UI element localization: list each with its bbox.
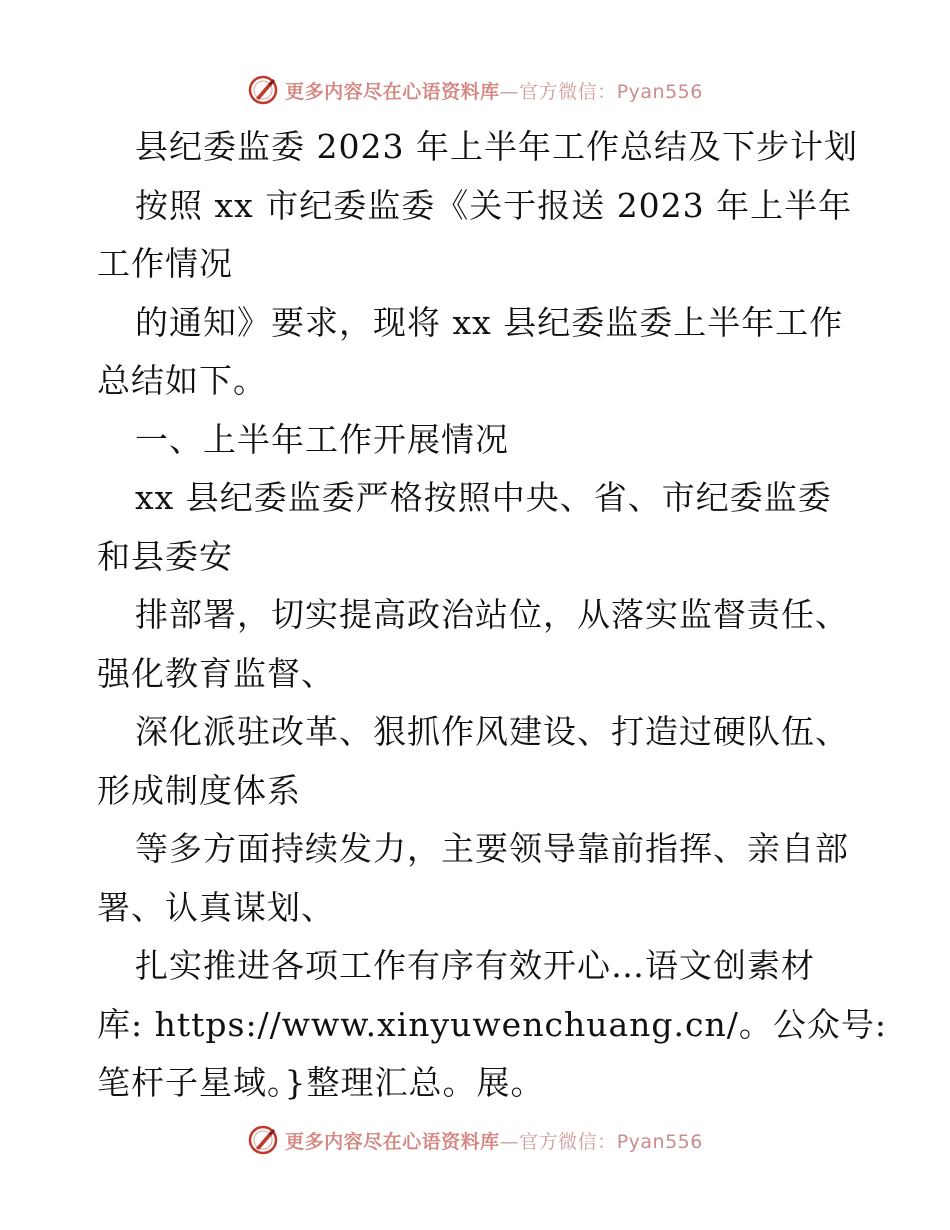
brush-logo-icon bbox=[247, 1124, 279, 1156]
paragraph-line: 总结如下。 bbox=[97, 361, 267, 400]
section-heading: 一、上半年工作开展情况 bbox=[135, 419, 509, 459]
document-body bbox=[97, 118, 887, 1113]
paragraph-line: 工作情况 bbox=[97, 244, 233, 283]
footer-watermark bbox=[0, 1123, 950, 1157]
paragraph-line: 笔杆子星域。}整理汇总。展。 bbox=[97, 1063, 545, 1102]
paragraph-line: 扎实推进各项工作有序有效开心…语文创素材 bbox=[135, 946, 815, 985]
watermark-text: 更多内容尽在心语资料库—官方微信：Pyan556 bbox=[285, 1130, 703, 1153]
brush-logo-icon bbox=[247, 74, 279, 106]
paragraph-line: 深化派驻改革、狠抓作风建设、打造过硬队伍、 bbox=[135, 712, 849, 751]
paragraph-line: 按照 xx 市纪委监委《关于报送 2023 年上半年 bbox=[135, 185, 853, 225]
header-watermark bbox=[0, 73, 950, 107]
paragraph-line: 署、认真谋划、 bbox=[97, 887, 335, 927]
paragraph-line: 的通知》要求，现将 xx 县纪委监委上半年工作 bbox=[135, 302, 844, 342]
paragraph-line: 和县委安 bbox=[97, 536, 233, 576]
paragraph-line: 库: https://www.xinyuwenchuang.cn/。公众号: bbox=[97, 1004, 887, 1044]
paragraph-line: 等多方面持续发力，主要领导靠前指挥、亲自部 bbox=[135, 829, 849, 868]
paragraph-line: 形成制度体系 bbox=[97, 770, 301, 810]
doc-title: 县纪委监委 2023 年上半年工作总结及下步计划 bbox=[135, 127, 858, 166]
paragraph-line: 强化教育监督、 bbox=[97, 653, 335, 693]
paragraph-line: 排部署，切实提高政治站位，从落实监督责任、 bbox=[135, 595, 849, 634]
watermark-text: 更多内容尽在心语资料库—官方微信：Pyan556 bbox=[285, 80, 703, 103]
paragraph-line: xx 县纪委监委严格按照中央、省、市纪委监委 bbox=[135, 478, 832, 517]
